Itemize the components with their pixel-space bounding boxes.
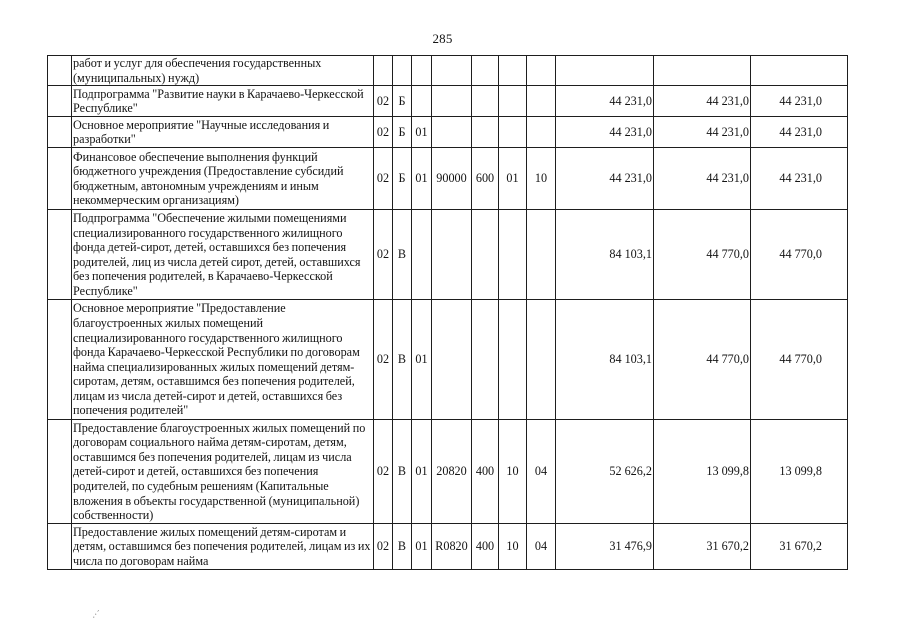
code-cell xyxy=(527,56,556,86)
code-cell: R0820 xyxy=(432,524,472,570)
amount-cell: 84 103,1 xyxy=(556,300,654,420)
table-row xyxy=(48,420,848,524)
item-name: Основное мероприятие "Предоставление благоустроенных жилых помещений специализированного государственного жилищного фонда Карачаево-Черкесской Республики по договорам найма специализированных жилых помещений детям-сиротам, детям, оставшимся без попечения родителей, лицам из числа детей-сирот и детей, оставшихся без попечения родителей" xyxy=(72,300,374,420)
code-cell: Б xyxy=(393,86,412,117)
row-number-cell xyxy=(48,210,72,300)
table-row xyxy=(48,56,848,86)
code-cell xyxy=(412,86,432,117)
code-cell: 01 xyxy=(412,420,432,524)
row-number-cell xyxy=(48,420,72,524)
table-row xyxy=(48,210,848,300)
code-cell xyxy=(499,56,527,86)
code-cell xyxy=(432,56,472,86)
code-cell: 600 xyxy=(472,148,499,210)
code-cell xyxy=(432,210,472,300)
row-number-cell xyxy=(48,86,72,117)
code-cell: В xyxy=(393,524,412,570)
code-cell: 10 xyxy=(499,524,527,570)
amount-cell: 44 231,0 xyxy=(654,117,751,148)
table-row xyxy=(48,300,848,420)
code-cell xyxy=(499,117,527,148)
table-row xyxy=(48,148,848,210)
amount-cell: 31 670,2 xyxy=(751,524,848,570)
amount-cell: 44 231,0 xyxy=(556,86,654,117)
code-cell: 90000 xyxy=(432,148,472,210)
code-cell: Б xyxy=(393,117,412,148)
budget-table xyxy=(47,55,848,570)
code-cell: 10 xyxy=(527,148,556,210)
code-cell: 20820 xyxy=(432,420,472,524)
amount-cell: 44 770,0 xyxy=(751,300,848,420)
item-name: работ и услуг для обеспечения государственных (муниципальных) нужд) xyxy=(72,56,374,86)
code-cell xyxy=(432,86,472,117)
code-cell: 04 xyxy=(527,420,556,524)
row-number-cell xyxy=(48,300,72,420)
amount-cell: 52 626,2 xyxy=(556,420,654,524)
code-cell: 400 xyxy=(472,420,499,524)
code-cell: 01 xyxy=(412,117,432,148)
amount-cell: 31 670,2 xyxy=(654,524,751,570)
code-cell: 04 xyxy=(527,524,556,570)
amount-cell xyxy=(751,56,848,86)
amount-cell: 44 231,0 xyxy=(654,148,751,210)
item-name: Основное мероприятие "Научные исследования и разработки" xyxy=(72,117,374,148)
item-name: Предоставление благоустроенных жилых помещений по договорам социального найма детям-сиротам, детям, оставшимся без попечения родителей, лицам из числа детей-сирот и детей, оставшихся без попечения родителей, по судебным решениям (Капитальные вложения в объекты государственной (муниципальной) собственности) xyxy=(72,420,374,524)
code-cell xyxy=(527,117,556,148)
code-cell: Б xyxy=(393,148,412,210)
code-cell: В xyxy=(393,420,412,524)
code-cell: В xyxy=(393,210,412,300)
amount-cell: 84 103,1 xyxy=(556,210,654,300)
code-cell xyxy=(472,300,499,420)
code-cell: 01 xyxy=(499,148,527,210)
code-cell: 02 xyxy=(374,148,393,210)
amount-cell: 31 476,9 xyxy=(556,524,654,570)
code-cell: 01 xyxy=(412,148,432,210)
code-cell xyxy=(527,300,556,420)
amount-cell: 44 231,0 xyxy=(556,117,654,148)
amount-cell: 13 099,8 xyxy=(751,420,848,524)
amount-cell: 44 770,0 xyxy=(654,210,751,300)
item-name: Подпрограмма "Развитие науки в Карачаево-Черкесской Республике" xyxy=(72,86,374,117)
code-cell: 02 xyxy=(374,210,393,300)
code-cell: 02 xyxy=(374,300,393,420)
code-cell xyxy=(499,210,527,300)
amount-cell: 13 099,8 xyxy=(654,420,751,524)
row-number-cell xyxy=(48,117,72,148)
amount-cell: 44 231,0 xyxy=(654,86,751,117)
item-name: Предоставление жилых помещений детям-сиротам и детям, оставшимся без попечения родителей, лицам из их числа по договорам найма xyxy=(72,524,374,570)
code-cell xyxy=(499,86,527,117)
code-cell: 02 xyxy=(374,524,393,570)
amount-cell: 44 770,0 xyxy=(654,300,751,420)
code-cell: В xyxy=(393,300,412,420)
code-cell xyxy=(527,210,556,300)
code-cell xyxy=(472,117,499,148)
amount-cell: 44 231,0 xyxy=(556,148,654,210)
item-name: Подпрограмма "Обеспечение жилыми помещениями специализированного государственного жилищного фонда детей-сирот, детей, оставшихся без попечения родителей, лиц из числа детей сирот, детей, оставшихся без попечения родителей, в Карачаево-Черкесской Республике" xyxy=(72,210,374,300)
item-name: Финансовое обеспечение выполнения функций бюджетного учреждения (Предоставление субсидий бюджетным, автономным учреждениям и иным некоммерческим организациям) xyxy=(72,148,374,210)
code-cell xyxy=(412,56,432,86)
code-cell xyxy=(412,210,432,300)
code-cell: 400 xyxy=(472,524,499,570)
row-number-cell xyxy=(48,148,72,210)
code-cell: 10 xyxy=(499,420,527,524)
code-cell xyxy=(432,117,472,148)
row-number-cell xyxy=(48,56,72,86)
amount-cell: 44 231,0 xyxy=(751,148,848,210)
amount-cell: 44 770,0 xyxy=(751,210,848,300)
code-cell xyxy=(527,86,556,117)
code-cell xyxy=(499,300,527,420)
code-cell xyxy=(432,300,472,420)
code-cell xyxy=(472,210,499,300)
code-cell: 01 xyxy=(412,524,432,570)
amount-cell: 44 231,0 xyxy=(751,117,848,148)
code-cell xyxy=(374,56,393,86)
code-cell xyxy=(472,56,499,86)
table-row xyxy=(48,524,848,570)
amount-cell xyxy=(654,56,751,86)
amount-cell: 44 231,0 xyxy=(751,86,848,117)
code-cell xyxy=(472,86,499,117)
scan-speck: .·´ xyxy=(91,608,102,620)
code-cell: 02 xyxy=(374,420,393,524)
code-cell: 02 xyxy=(374,86,393,117)
code-cell: 01 xyxy=(412,300,432,420)
table-row xyxy=(48,86,848,117)
page-number: 285 xyxy=(432,31,453,46)
table-row xyxy=(48,117,848,148)
code-cell xyxy=(393,56,412,86)
row-number-cell xyxy=(48,524,72,570)
amount-cell xyxy=(556,56,654,86)
code-cell: 02 xyxy=(374,117,393,148)
